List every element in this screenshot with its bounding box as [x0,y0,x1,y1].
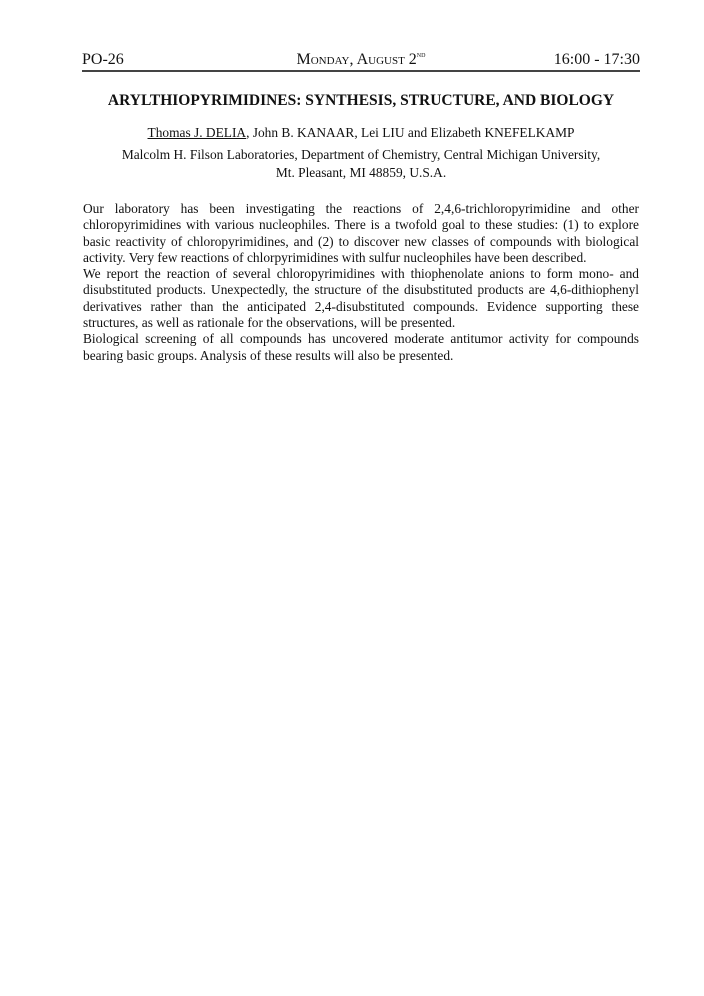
page-header [82,50,640,70]
author-list [82,124,640,142]
abstract-paragraph: We report the reaction of several chloropyrimidines with thiophenolate anions to form mono- and disubstituted products. Unexpectedly, the structure of the disubstituted products are 4,6-dithiophenyl derivatives rather than the anticipated 2,4-disubstituted compounds. Evidence supporting these structures, as well as rationale for the observations, will be presented. [83,266,639,331]
abstract-paragraph: Our laboratory has been investigating the reactions of 2,4,6-trichloropyrimidine and other chloropyrimidines with various nucleophiles. There is a twofold goal to these studies: (1) to explore basic reactivity of chloropyrimidines, and (2) to discover new classes of compounds with biological activity. Very few reactions of chlorpyrimidines with sulfur nucleophiles have been described. [83,201,639,265]
co-authors: , John B. KANAAR, Lei LIU and Elizabeth KNEFELKAMP [246,125,575,140]
affiliation-line-1: Malcolm H. Filson Laboratories, Department of Chemistry, Central Michigan University, [121,147,601,162]
affiliation [82,146,640,182]
header-rule [82,70,640,72]
poster-code: PO-26 [82,51,124,68]
abstract-paragraph: Biological screening of all compounds has uncovered moderate antitumor activity for compounds bearing basic groups. Analysis of these results will also be presented. [83,331,639,363]
abstract-title: ARYLTHIOPYRIMIDINES: SYNTHESIS, STRUCTURE, AND BIOLOGY [107,92,615,109]
presenting-author: Thomas J. DELIA [147,125,247,140]
affiliation-line-2: Mt. Pleasant, MI 48859, U.S.A. [275,165,447,180]
session-day-text: Monday, August 2 [296,51,417,68]
abstract-body [83,201,639,364]
session-time: 16:00 - 17:30 [553,51,640,68]
session-day-ordinal: nd [416,50,426,59]
